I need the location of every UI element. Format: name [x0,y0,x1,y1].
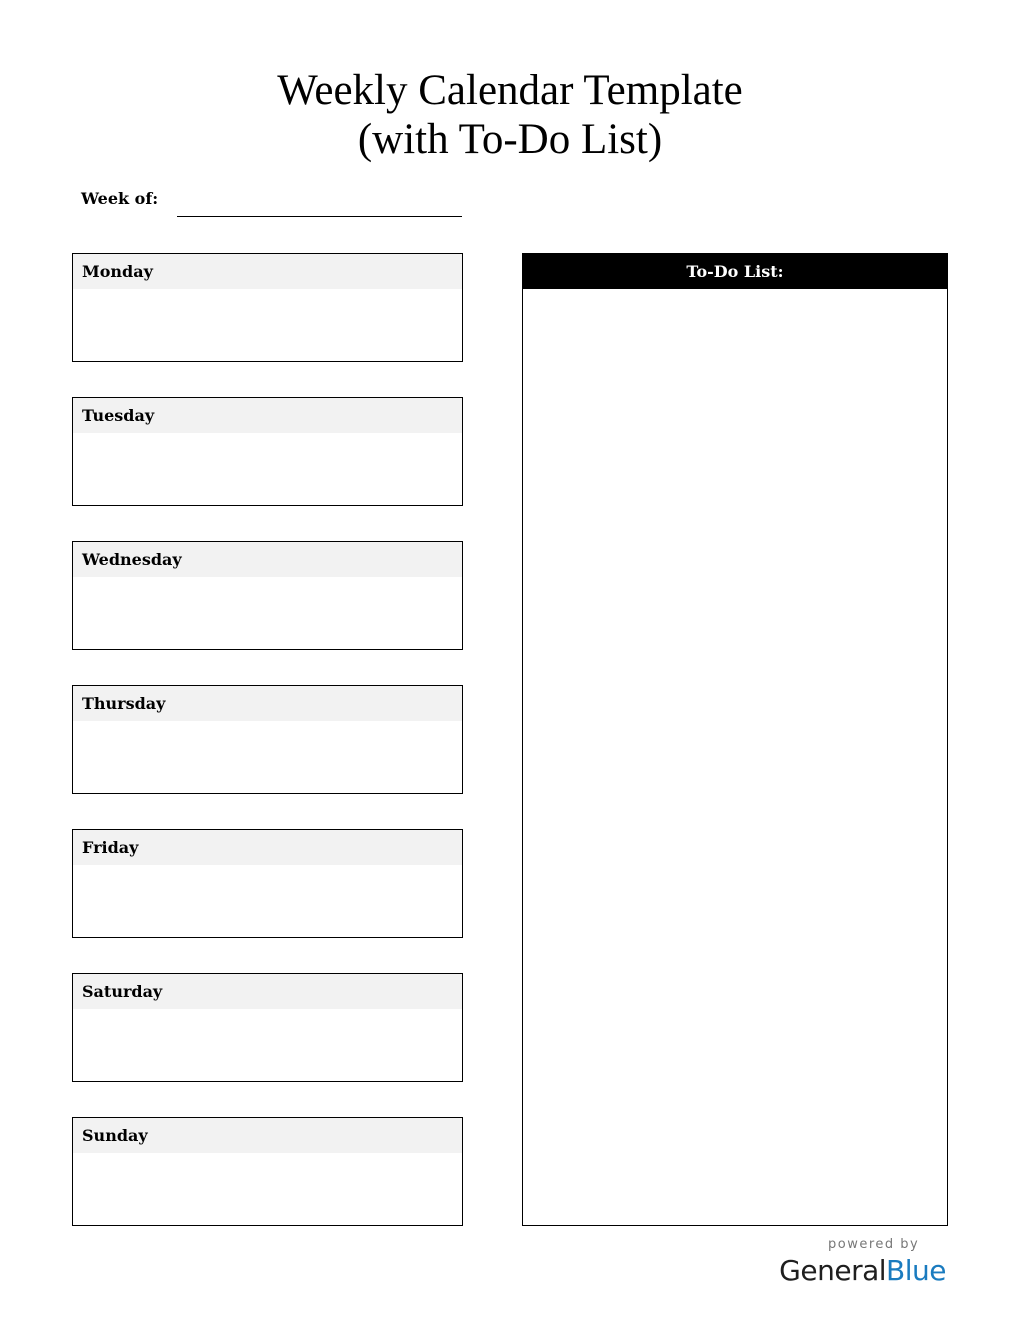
day-box-saturday[interactable] [72,973,463,1082]
day-box-friday[interactable] [72,829,463,938]
todo-list-header: To-Do List: [523,254,947,289]
day-box-wednesday[interactable] [72,541,463,650]
day-box-monday[interactable] [72,253,463,362]
day-header-wednesday: Wednesday [73,542,462,577]
week-of-label: Week of: [81,189,159,208]
day-box-sunday[interactable] [72,1117,463,1226]
day-header-sunday: Sunday [73,1118,462,1153]
day-header-thursday: Thursday [73,686,462,721]
generalblue-logo [770,1254,946,1288]
page-title-line-2: (with To-Do List) [357,116,663,163]
day-header-saturday: Saturday [73,974,462,1009]
powered-by-label: powered by [828,1237,920,1252]
day-box-thursday[interactable] [72,685,463,794]
page-title-line-1: Weekly Calendar Template [277,67,743,114]
day-box-tuesday[interactable] [72,397,463,506]
brand-logo [770,1236,946,1288]
todo-list-box[interactable] [522,253,948,1226]
logo-text-general: General [779,1254,887,1287]
day-header-tuesday: Tuesday [73,398,462,433]
day-header-friday: Friday [73,830,462,865]
day-header-monday: Monday [73,254,462,289]
logo-text-blue: Blue [886,1254,946,1287]
page-title [0,66,1020,164]
week-of-field[interactable] [177,216,462,217]
